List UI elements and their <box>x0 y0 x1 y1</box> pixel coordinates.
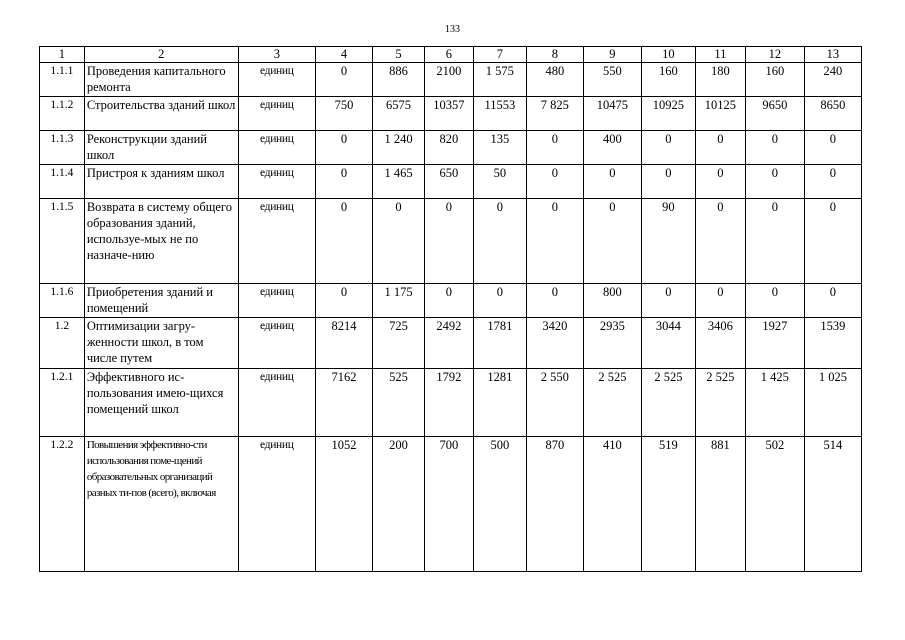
row-name: Пристроя к зданиям школ <box>84 165 238 199</box>
table-row <box>40 199 862 284</box>
row-value: 8650 <box>804 97 861 131</box>
row-value: 0 <box>804 199 861 284</box>
column-number: 3 <box>238 47 315 63</box>
row-value: 0 <box>804 131 861 165</box>
row-name: Строительства зданий школ <box>84 97 238 131</box>
row-code: 1.2.1 <box>40 369 85 437</box>
row-value: 11553 <box>473 97 526 131</box>
row-unit: единиц <box>238 97 315 131</box>
row-value: 0 <box>695 284 745 318</box>
row-value: 0 <box>804 165 861 199</box>
row-value: 8214 <box>316 318 373 369</box>
row-value: 6575 <box>373 97 425 131</box>
table-row <box>40 369 862 437</box>
row-value: 1281 <box>473 369 526 437</box>
row-value: 0 <box>424 284 473 318</box>
row-value: 0 <box>526 131 583 165</box>
row-value: 0 <box>526 284 583 318</box>
row-value: 650 <box>424 165 473 199</box>
row-unit: единиц <box>238 437 315 572</box>
page-number: 133 <box>445 24 460 35</box>
row-code: 1.2 <box>40 318 85 369</box>
row-value: 7162 <box>316 369 373 437</box>
row-value: 800 <box>583 284 641 318</box>
row-value: 410 <box>583 437 641 572</box>
row-value: 0 <box>583 199 641 284</box>
row-value: 10475 <box>583 97 641 131</box>
row-value: 480 <box>526 63 583 97</box>
table-row <box>40 165 862 199</box>
row-value: 10357 <box>424 97 473 131</box>
row-value: 1927 <box>745 318 804 369</box>
row-value: 870 <box>526 437 583 572</box>
table-row <box>40 437 862 572</box>
row-value: 160 <box>641 63 695 97</box>
row-code: 1.1.1 <box>40 63 85 97</box>
row-unit: единиц <box>238 284 315 318</box>
row-value: 0 <box>316 63 373 97</box>
row-value: 200 <box>373 437 425 572</box>
table-row <box>40 63 862 97</box>
row-value: 240 <box>804 63 861 97</box>
row-value: 1 425 <box>745 369 804 437</box>
row-value: 160 <box>745 63 804 97</box>
row-code: 1.1.4 <box>40 165 85 199</box>
row-value: 0 <box>316 131 373 165</box>
column-number: 13 <box>804 47 861 63</box>
column-number: 4 <box>316 47 373 63</box>
row-value: 0 <box>424 199 473 284</box>
row-name: Эффективного ис-пользования имею-щихся помещений школ <box>84 369 238 437</box>
row-value: 514 <box>804 437 861 572</box>
row-value: 700 <box>424 437 473 572</box>
row-name: Приобретения зданий и помещений <box>84 284 238 318</box>
table-row <box>40 97 862 131</box>
row-value: 550 <box>583 63 641 97</box>
row-name: Проведения капитального ремонта <box>84 63 238 97</box>
row-unit: единиц <box>238 131 315 165</box>
row-value: 180 <box>695 63 745 97</box>
row-value: 881 <box>695 437 745 572</box>
row-value: 0 <box>583 165 641 199</box>
row-value: 500 <box>473 437 526 572</box>
row-value: 3406 <box>695 318 745 369</box>
row-value: 90 <box>641 199 695 284</box>
column-number: 1 <box>40 47 85 63</box>
row-value: 1 175 <box>373 284 425 318</box>
row-name: Реконструкции зданий школ <box>84 131 238 165</box>
row-value: 0 <box>373 199 425 284</box>
row-value: 0 <box>695 165 745 199</box>
row-value: 2935 <box>583 318 641 369</box>
row-value: 0 <box>745 284 804 318</box>
row-value: 2 525 <box>641 369 695 437</box>
row-value: 2100 <box>424 63 473 97</box>
row-value: 3044 <box>641 318 695 369</box>
row-value: 0 <box>526 165 583 199</box>
row-value: 519 <box>641 437 695 572</box>
row-unit: единиц <box>238 318 315 369</box>
column-number: 2 <box>84 47 238 63</box>
row-unit: единиц <box>238 63 315 97</box>
row-unit: единиц <box>238 165 315 199</box>
row-value: 400 <box>583 131 641 165</box>
row-value: 0 <box>641 165 695 199</box>
row-value: 0 <box>745 165 804 199</box>
row-code: 1.1.6 <box>40 284 85 318</box>
row-value: 2492 <box>424 318 473 369</box>
column-number: 10 <box>641 47 695 63</box>
row-value: 50 <box>473 165 526 199</box>
row-value: 0 <box>695 199 745 284</box>
row-value: 1539 <box>804 318 861 369</box>
row-unit: единиц <box>238 369 315 437</box>
column-number: 9 <box>583 47 641 63</box>
row-value: 0 <box>804 284 861 318</box>
row-value: 1 465 <box>373 165 425 199</box>
row-value: 750 <box>316 97 373 131</box>
column-number: 8 <box>526 47 583 63</box>
row-code: 1.1.3 <box>40 131 85 165</box>
row-name: Возврата в систему общего образования зданий, используе-мых не по назначе-нию <box>84 199 238 284</box>
row-value: 0 <box>641 284 695 318</box>
row-value: 0 <box>316 199 373 284</box>
row-value: 0 <box>526 199 583 284</box>
table-row <box>40 318 862 369</box>
row-code: 1.1.2 <box>40 97 85 131</box>
row-value: 0 <box>316 284 373 318</box>
row-value: 0 <box>316 165 373 199</box>
data-table <box>39 46 862 572</box>
row-value: 3420 <box>526 318 583 369</box>
row-name: Оптимизации загру-женности школ, в том числе путем <box>84 318 238 369</box>
table-row <box>40 131 862 165</box>
row-value: 0 <box>641 131 695 165</box>
row-code: 1.1.5 <box>40 199 85 284</box>
row-value: 502 <box>745 437 804 572</box>
column-number: 11 <box>695 47 745 63</box>
header-row <box>40 47 862 63</box>
column-number: 12 <box>745 47 804 63</box>
row-value: 0 <box>695 131 745 165</box>
row-value: 1 575 <box>473 63 526 97</box>
row-value: 10925 <box>641 97 695 131</box>
row-value: 135 <box>473 131 526 165</box>
row-name: Повышения эффективно-сти использования поме-щений образовательных организаций разных ти-пов (всего), включая <box>84 437 238 572</box>
row-value: 1792 <box>424 369 473 437</box>
row-value: 886 <box>373 63 425 97</box>
row-value: 525 <box>373 369 425 437</box>
row-value: 2 550 <box>526 369 583 437</box>
row-value: 10125 <box>695 97 745 131</box>
row-value: 1 240 <box>373 131 425 165</box>
row-value: 2 525 <box>695 369 745 437</box>
row-value: 1781 <box>473 318 526 369</box>
row-code: 1.2.2 <box>40 437 85 572</box>
row-unit: единиц <box>238 199 315 284</box>
row-value: 1052 <box>316 437 373 572</box>
row-value: 1 025 <box>804 369 861 437</box>
row-value: 0 <box>473 284 526 318</box>
row-value: 0 <box>745 199 804 284</box>
row-value: 820 <box>424 131 473 165</box>
row-value: 2 525 <box>583 369 641 437</box>
column-number: 5 <box>373 47 425 63</box>
row-value: 0 <box>473 199 526 284</box>
column-number: 6 <box>424 47 473 63</box>
row-value: 725 <box>373 318 425 369</box>
column-number: 7 <box>473 47 526 63</box>
row-value: 7 825 <box>526 97 583 131</box>
row-value: 0 <box>745 131 804 165</box>
row-value: 9650 <box>745 97 804 131</box>
table-row <box>40 284 862 318</box>
